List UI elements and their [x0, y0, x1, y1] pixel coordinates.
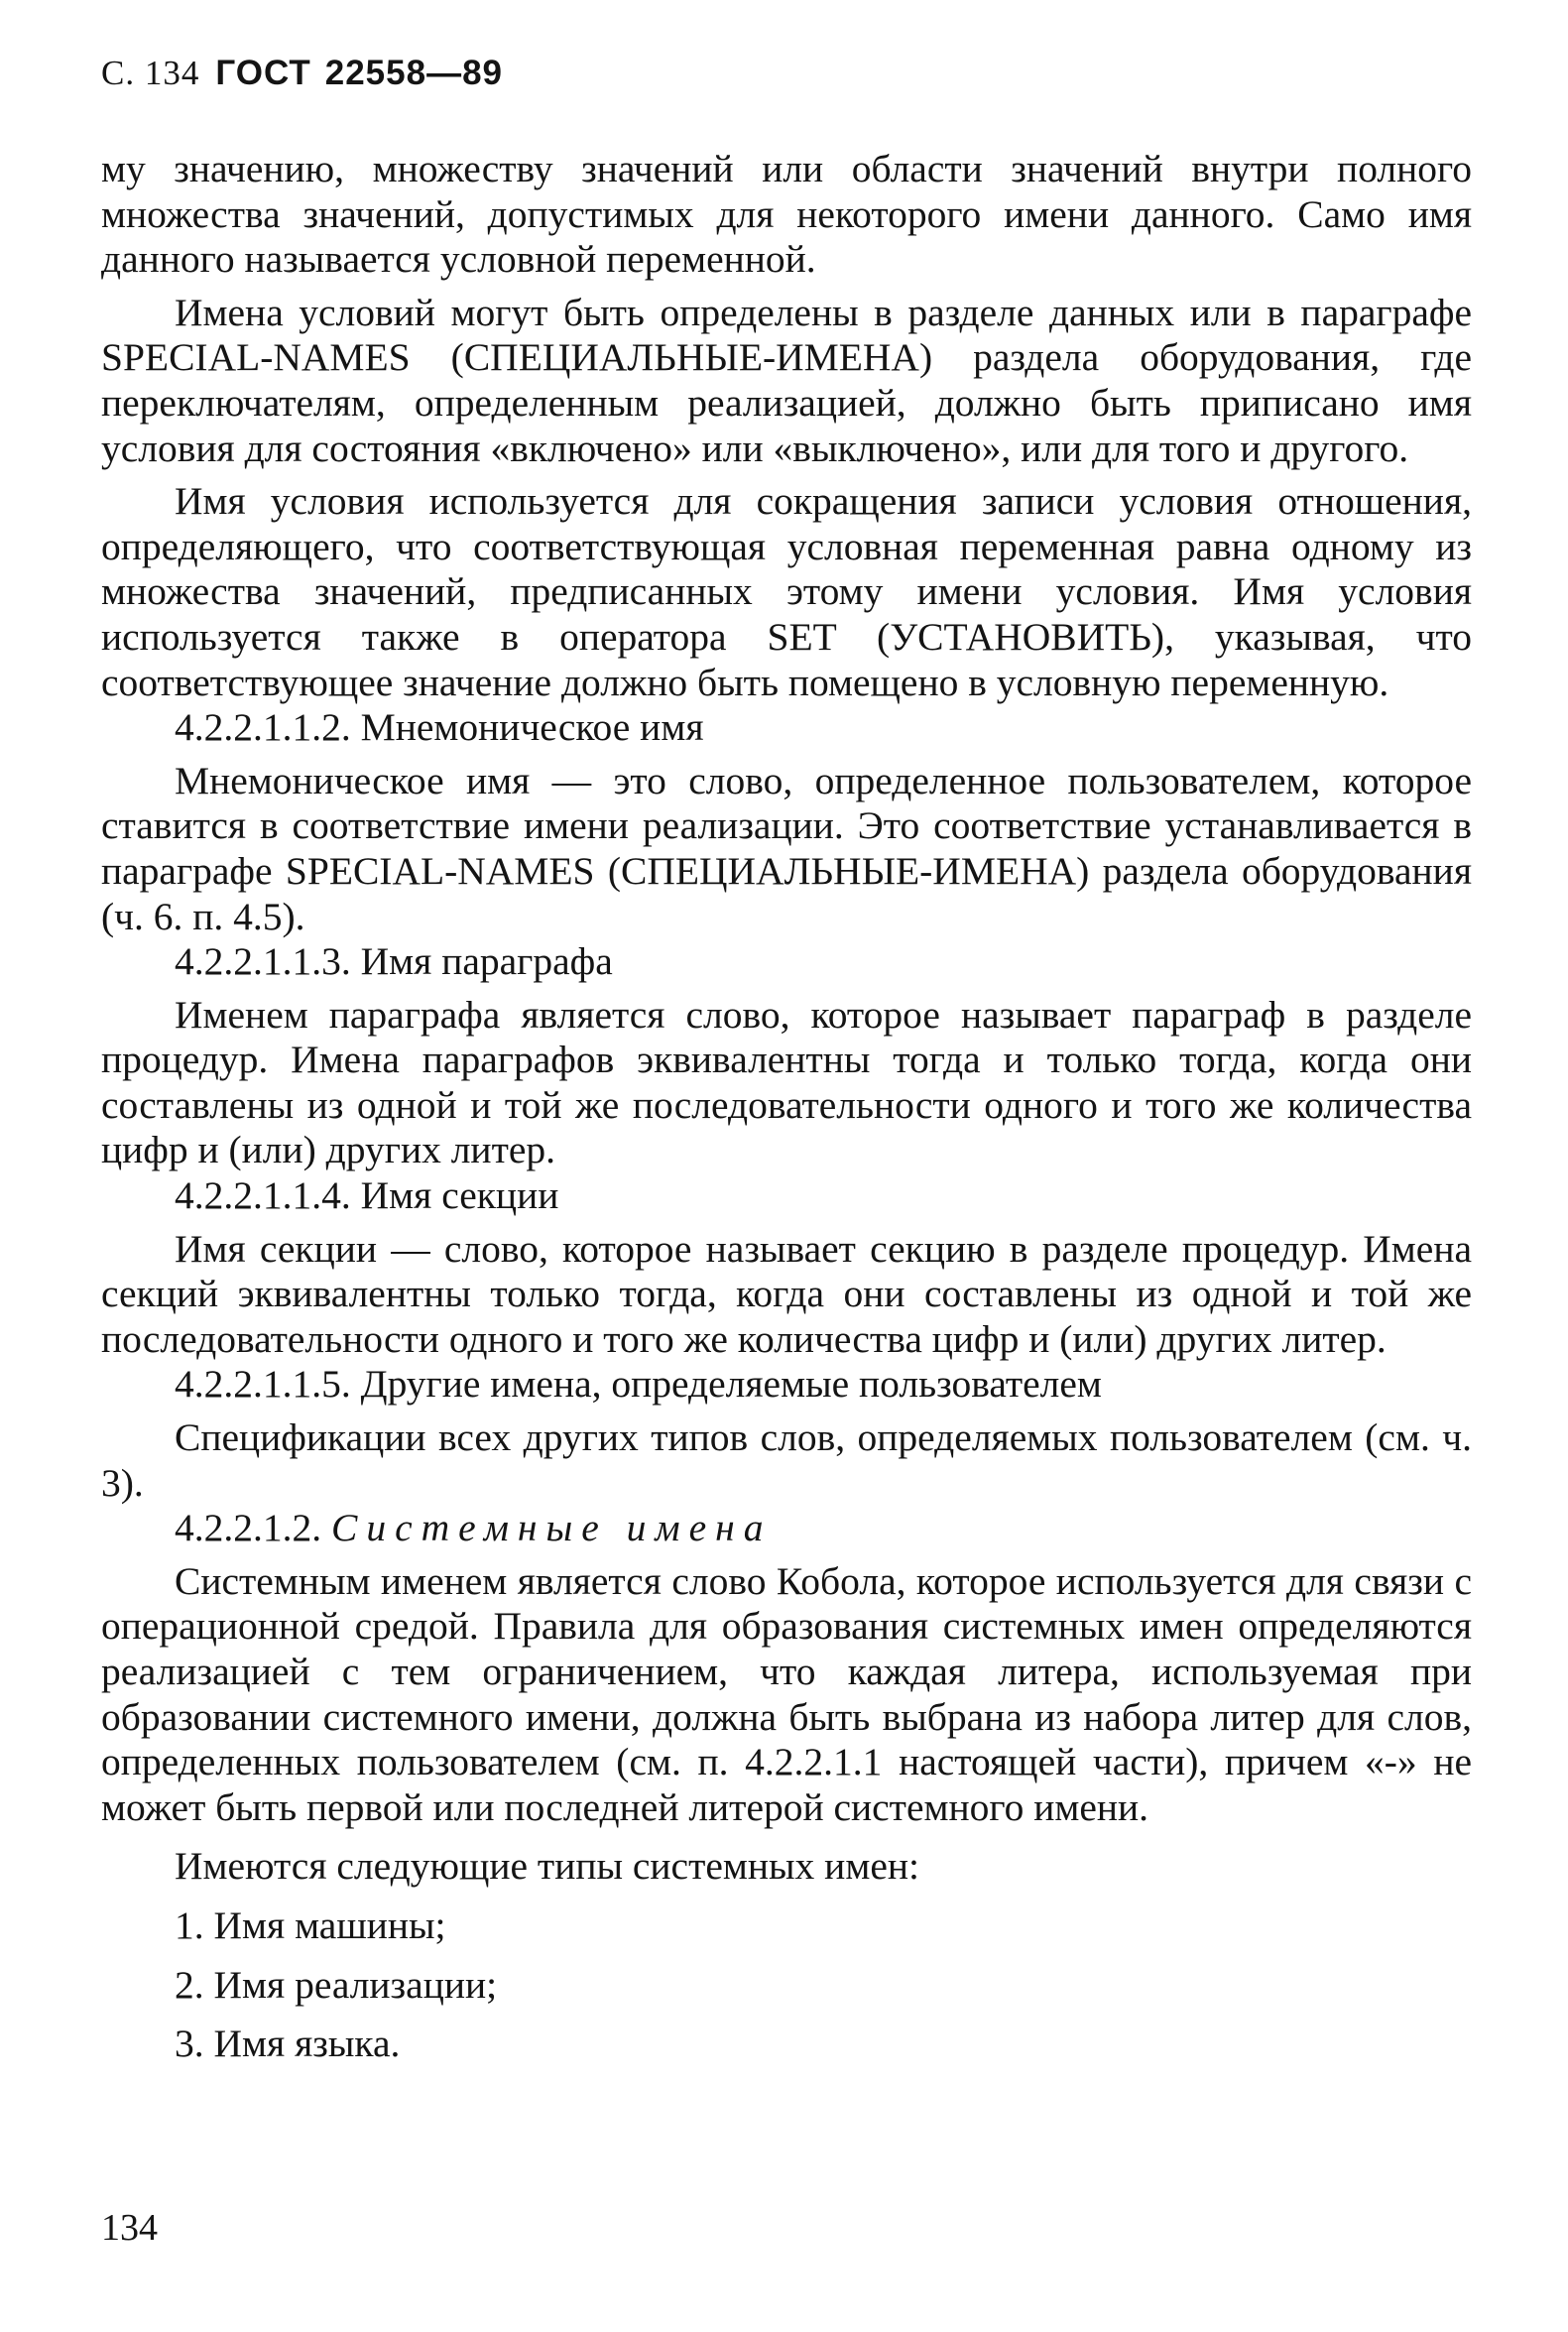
standard-number: 22558—89	[324, 54, 504, 92]
paragraph-system-names: Системным именем является слово Кобола, которое используется для связи с операционной средой. Правила для образования системных имен определяются реализацией с тем ограничением, что каждая литера, используемая при образовании системного имени, должна быть выбрана из набора литер для слов, определенных пользователем (см. п. 4.2.2.1.1 настоящей части), причем «-» не может быть первой или последней литерой системного имени.	[101, 1558, 1472, 1829]
paragraph-condition-name-usage: Имя условия используется для сокращения записи условия отношения, определяющего, что соответствующая условная переменная равна одному из множества значений, предписанных этому имени условия. Имя условия используется также в оператора SET (УСТАНОВИТЬ), указывая, что соответствующее значение должно быть помещено в условную переменную.	[101, 479, 1472, 704]
paragraph-system-name-types-intro: Имеются следующие типы системных имен:	[175, 1844, 919, 1889]
list-item: 3. Имя языка.	[175, 2022, 401, 2066]
page-header	[101, 50, 503, 97]
section-heading-mnemonic-name: 4.2.2.1.1.2. Мнемоническое имя	[175, 705, 704, 750]
system-names-number: 4.2.2.1.2.	[175, 1506, 322, 1550]
list-item: 1. Имя машины;	[175, 1902, 446, 1947]
paragraph-other-user-names: Спецификации всех других типов слов, определяемых пользователем (см. ч. 3).	[101, 1415, 1472, 1505]
paragraph-continuation: му значению, множеству значений или области значений внутри полного множества значений, допустимых для некоторого имени данного. Само имя данного называется условной переменной.	[101, 147, 1472, 282]
paragraph-condition-names-definition: Имена условий могут быть определены в разделе данных или в параграфе SPECIAL-NAMES (СПЕЦИАЛЬНЫЕ-ИМЕНА) раздела оборудования, где переключателям, определенным реализацией, должно быть приписано имя условия для состояния «включено» или «выключено», или для того и другого.	[101, 290, 1472, 470]
standard-label: ГОСТ	[215, 54, 311, 92]
page-prefix: С. 134	[101, 54, 200, 92]
page-number: 134	[101, 2207, 158, 2249]
list-item: 2. Имя реализации;	[175, 1962, 498, 2007]
section-heading-other-user-names: 4.2.2.1.1.5. Другие имена, определяемые пользователем	[175, 1362, 1102, 1407]
paragraph-paragraph-name: Именем параграфа является слово, которое называет параграф в разделе процедур. Имена параграфов эквивалентны тогда и только тогда, когда они составлены из одной и той же последовательности одного и того же количества цифр и (или) других литер.	[101, 992, 1472, 1172]
section-heading-paragraph-name: 4.2.2.1.1.3. Имя параграфа	[175, 939, 613, 984]
section-heading-system-names	[101, 1506, 1472, 1551]
paragraph-section-name: Имя секции — слово, которое называет секцию в разделе процедур. Имена секций эквивалентны только тогда, когда они составлены из одной и той же последовательности одного и того же количества цифр и (или) других литер.	[101, 1226, 1472, 1361]
paragraph-mnemonic-name: Мнемоническое имя — это слово, определенное пользователем, которое ставится в соответствие имени реализации. Это соответствие устанавливается в параграфе SPECIAL-NAMES (СПЕЦИАЛЬНЫЕ-ИМЕНА) раздела оборудования (ч. 6. п. 4.5).	[101, 758, 1472, 938]
section-heading-section-name: 4.2.2.1.1.4. Имя секции	[175, 1173, 559, 1218]
system-names-title: Системные имена	[331, 1506, 773, 1550]
document-body	[101, 147, 1472, 2067]
